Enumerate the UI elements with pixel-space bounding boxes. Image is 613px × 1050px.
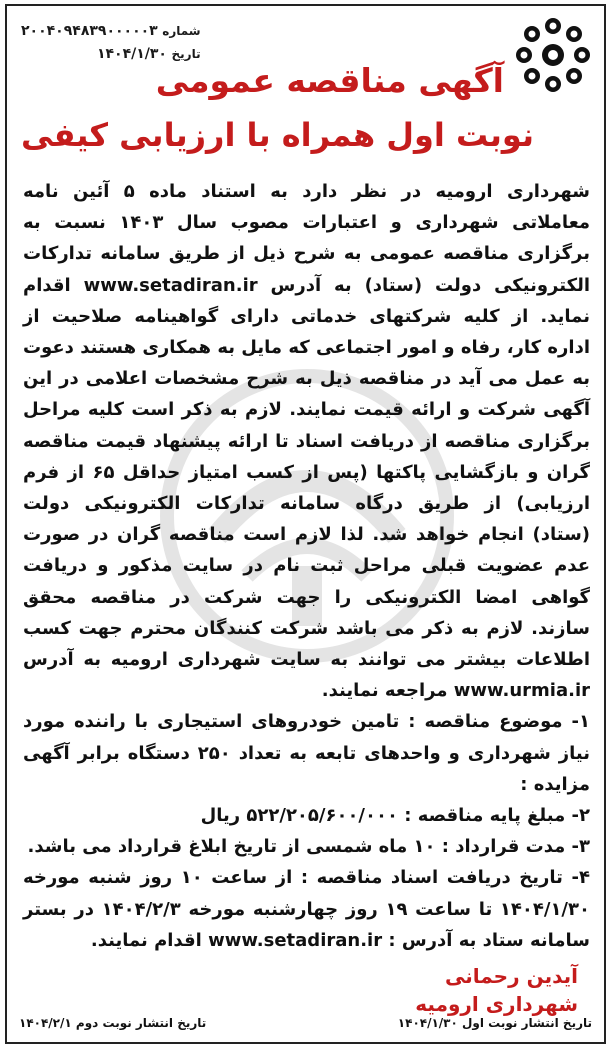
footer xyxy=(19,1016,592,1036)
notice-frame xyxy=(5,4,606,1044)
item-contract-duration: ۳- مدت قرارداد : ۱۰ ماه شمسی از تاریخ ابلاغ قرارداد می باشد. xyxy=(27,836,590,858)
body-paragraph: شهرداری ارومیه در نظر دارد به استناد ماده ۵ آئین نامه معاملاتی شهرداری و اعتبارات مصوب سال ۱۴۰۳ نسبت به برگزاری مناقصه عمومی به شرح ذیل از طریق سامانه تدارکات الکترونیکی دولت (ستاد) به آدرس www.setadiran.ir اقدام نماید. از کلیه شرکتهای خدماتی دارای گواهینامه صلاحیت از اداره کار، رفاه و امور اجتماعی که مایل به همکاری هستند دعوت به عمل می آید در مناقصه ذیل به شرح مشخصات اعلامی در این آگهی شرکت و ارائه قیمت نمایند. لازم به ذکر است کلیه مراحل برگزاری مناقصه از دریافت اسناد تا ارائه پیشنهاد قیمت مناقصه گران و بازگشایی پاکتها (پس از کسب امتیاز حداقل ۶۵ از فرم ارزیابی) از طریق درگاه سامانه تدارکات الکترونیکی دولت (ستاد) انجام خواهد شد. لذا لازم است مناقصه گران در صورت عدم عضویت قبلی مراحل ثبت نام در سایت مذکور و دریافت گواهی امضا الکترونیکی را جهت شرکت در مناقصه محقق سازند. لازم به ذکر می باشد شرکت کنندگان محترم جهت کسب اطلاعات بیشتر می توانند به سایت شهرداری ارومیه به آدرس www.urmia.ir مراجعه نمایند. xyxy=(23,181,590,702)
signature-org: شهرداری ارومیه xyxy=(415,992,578,1016)
number-label: شماره xyxy=(162,24,201,38)
notice-number xyxy=(21,20,201,43)
date-label: تاریخ xyxy=(171,47,201,61)
item-base-amount: ۲- مبلغ پایه مناقصه : ۵۲۲/۲۰۵/۶۰۰/۰۰۰ ریال xyxy=(200,805,590,827)
number-value: ۲۰۰۴۰۹۴۸۳۹۰۰۰۰۰۳ xyxy=(21,23,158,39)
date-value: ۱۴۰۴/۱/۳۰ xyxy=(96,46,167,62)
signature-name: آیدین رحمانی xyxy=(445,964,578,988)
page-subtitle: نوبت اول همراه با ارزیابی کیفی xyxy=(20,116,534,154)
second-publish-date: تاریخ انتشار نوبت دوم ۱۴۰۴/۲/۱ xyxy=(19,1016,207,1030)
municipality-logo-icon xyxy=(512,14,594,96)
first-publish-date: تاریخ انتشار نوبت اول ۱۴۰۴/۱/۳۰ xyxy=(397,1016,592,1030)
item-document-dates: ۴- تاریخ دریافت اسناد مناقصه : از ساعت ۱۰ روز شنبه مورخه ۱۴۰۴/۱/۳۰ تا ساعت ۱۹ روز چهارشنبه مورخه ۱۴۰۴/۲/۳ در بستر سامانه ستاد به آدرس : www.setadiran.ir اقدام نمایند. xyxy=(23,867,590,951)
signature-block xyxy=(415,962,578,1018)
page-title: آگهی مناقصه عمومی xyxy=(155,61,504,100)
notice-body xyxy=(23,176,590,956)
item-subject: ۱- موضوع مناقصه : تامین خودروهای استیجاری با راننده مورد نیاز شهرداری و واحدهای تابعه به تعداد ۲۵۰ دستگاه برابر آگهی مزایده : xyxy=(23,711,590,795)
